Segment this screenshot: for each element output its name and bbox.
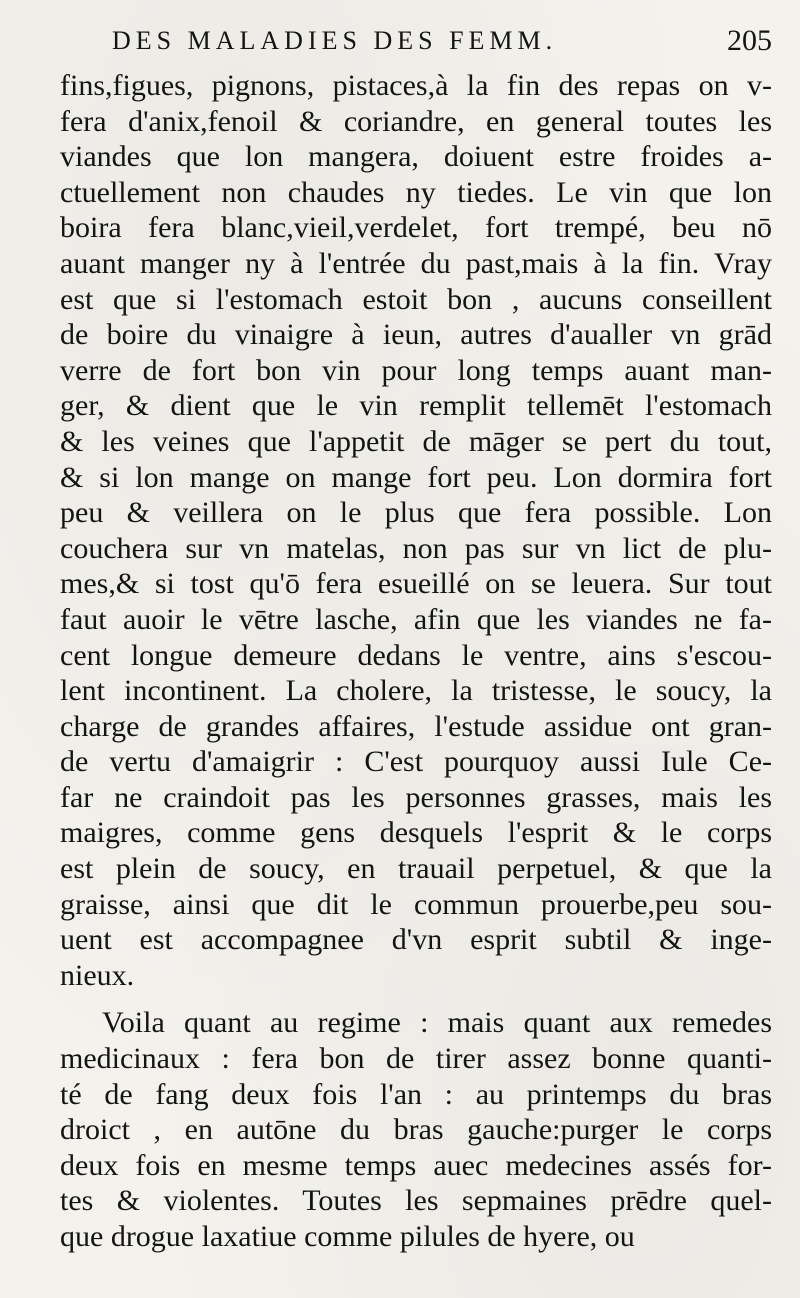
text-line: ctuellement non chaudes ny tiedes. Le vin que lon <box>60 175 772 209</box>
text-line: boira fera blanc,vieil,verdelet, fort trempé, beu nō <box>60 211 772 245</box>
text-line: lent incontinent. La cholere, la tristesse, le soucy, la <box>60 674 772 708</box>
text-line: fera d'anix,fenoil & coriandre, en general toutes les <box>60 104 772 138</box>
text-line: nieux. <box>60 958 135 992</box>
text-line: charge de grandes affaires, l'estude assidue ont gran- <box>60 709 772 743</box>
text-line: mes,& si tost qu'ō fera esueillé on se leuera. Sur tout <box>60 567 772 601</box>
text-line: ger, & dient que le vin remplit tellemēt l'estomach <box>60 389 772 423</box>
text-line: est que si l'estomach estoit bon , aucuns conseillent <box>60 282 772 316</box>
text-line: de vertu d'amaigrir : C'est pourquoy aussi Iule Ce- <box>60 745 772 779</box>
text-line: graisse, ainsi que dit le commun prouerbe,peu sou- <box>60 887 772 921</box>
text-line: que drogue laxatiue comme pilules de hyere, ou <box>60 1220 635 1253</box>
text-line: Voila quant au regime : mais quant aux remedes <box>102 1006 772 1040</box>
running-head: DES MALADIES DES FEMM. <box>112 26 558 55</box>
text-line: far ne craindoit pas les personnes grasses, mais les <box>60 780 772 814</box>
text-line: & si lon mange on mange fort peu. Lon dormira fort <box>60 460 772 494</box>
text-line: de boire du vinaigre à ieun, autres d'aualler vn grād <box>60 318 772 352</box>
page-header <box>112 20 772 60</box>
text-line: tes & violentes. Toutes les sepmaines prēdre quel- <box>60 1184 772 1218</box>
paragraph-gap <box>60 993 772 1005</box>
text-line: droict , en autōne du bras gauche:purger le corps <box>60 1113 772 1147</box>
text-line: té de fang deux fois l'an : au printemps du bras <box>60 1077 772 1111</box>
text-line: fins,figues, pignons, pistaces,à la fin des repas on v- <box>60 69 772 102</box>
body-text <box>60 68 772 1255</box>
text-line: deux fois en mesme temps auec medecines assés for- <box>60 1148 772 1182</box>
text-line: & les veines que l'appetit de māger se pert du tout, <box>60 424 772 458</box>
text-line: couchera sur vn matelas, non pas sur vn lict de plu- <box>60 531 772 565</box>
text-line: uent est accompagnee d'vn esprit subtil & inge- <box>60 923 772 957</box>
text-line: viandes que lon mangera, doiuent estre froides a- <box>60 140 772 174</box>
text-line: verre de fort bon vin pour long temps auant man- <box>60 353 772 387</box>
paragraph <box>60 1005 772 1254</box>
text-line: faut auoir le vētre lasche, afin que les viandes ne fa- <box>60 602 772 636</box>
text-line: cent longue demeure dedans le ventre, ains s'escou- <box>60 638 772 672</box>
paragraph <box>60 68 772 993</box>
text-line: peu & veillera on le plus que fera possible. Lon <box>60 496 772 530</box>
text-line: maigres, comme gens desquels l'esprit & le corps <box>60 816 772 850</box>
page-number: 205 <box>727 24 772 57</box>
text-line: est plein de soucy, en trauail perpetuel, & que la <box>60 852 772 886</box>
text-line: auant manger ny à l'entrée du past,mais à la fin. Vray <box>60 246 772 280</box>
text-line: medicinaux : fera bon de tirer assez bonne quanti- <box>60 1042 772 1076</box>
